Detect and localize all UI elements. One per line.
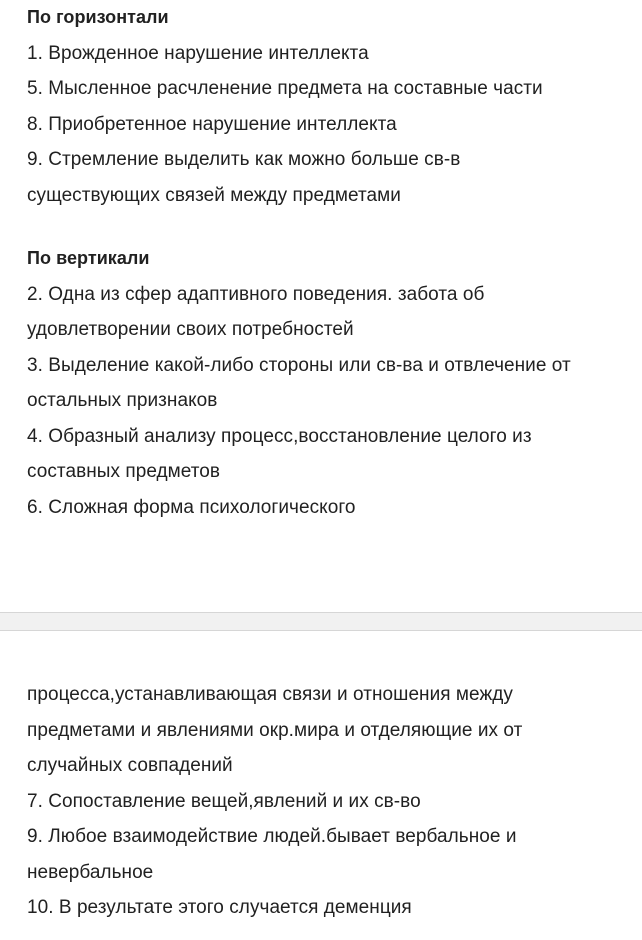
clue-line: 7. Сопоставление вещей,явлений и их св-во [27, 790, 421, 812]
clue-line: 9. Любое взаимодействие людей.бывает вербальное и [27, 826, 517, 847]
clue-line: 9. Стремление выделить как можно больше св-в [27, 149, 461, 170]
clue-line: 1. Врожденное нарушение интеллекта [27, 42, 369, 64]
clue-line: существующих связей между предметами [27, 184, 401, 206]
document-page-2 [0, 631, 642, 940]
crossword-clues-part-1 [27, 0, 637, 525]
page-separator [0, 612, 642, 631]
clue-line: остальных признаков [27, 390, 218, 411]
clue-line: составных предметов [27, 461, 221, 482]
clue-line: предметами и явлениями окр.мира и отделяющие их от [27, 719, 523, 741]
clue-line: процесса,устанавливающая связи и отношения между [27, 684, 513, 705]
clue-line: 8. Приобретенное нарушение интеллекта [27, 113, 397, 135]
clue-line: 6. Сложная форма психологического [27, 496, 356, 518]
clue-line: случайных совпадений [27, 755, 233, 776]
clue-line: удовлетворении своих потребностей [27, 319, 354, 340]
clue-line: невербальное [27, 861, 154, 883]
section-spacer [27, 213, 637, 241]
clue-line: 10. В результате этого случается деменция [27, 897, 412, 918]
vertical-heading: По вертикали [27, 248, 150, 268]
clue-line: 4. Образный анализу процесс,восстановление целого из [27, 425, 532, 447]
clue-line: 5. Мысленное расчленение предмета на составные части [27, 78, 543, 99]
crossword-clues-part-2 [27, 677, 637, 926]
clue-line: 2. Одна из сфер адаптивного поведения. забота об [27, 283, 485, 305]
horizontal-heading: По горизонтали [27, 7, 169, 27]
clue-line: 3. Выделение какой-либо стороны или св-ва и отвлечение от [27, 354, 571, 376]
